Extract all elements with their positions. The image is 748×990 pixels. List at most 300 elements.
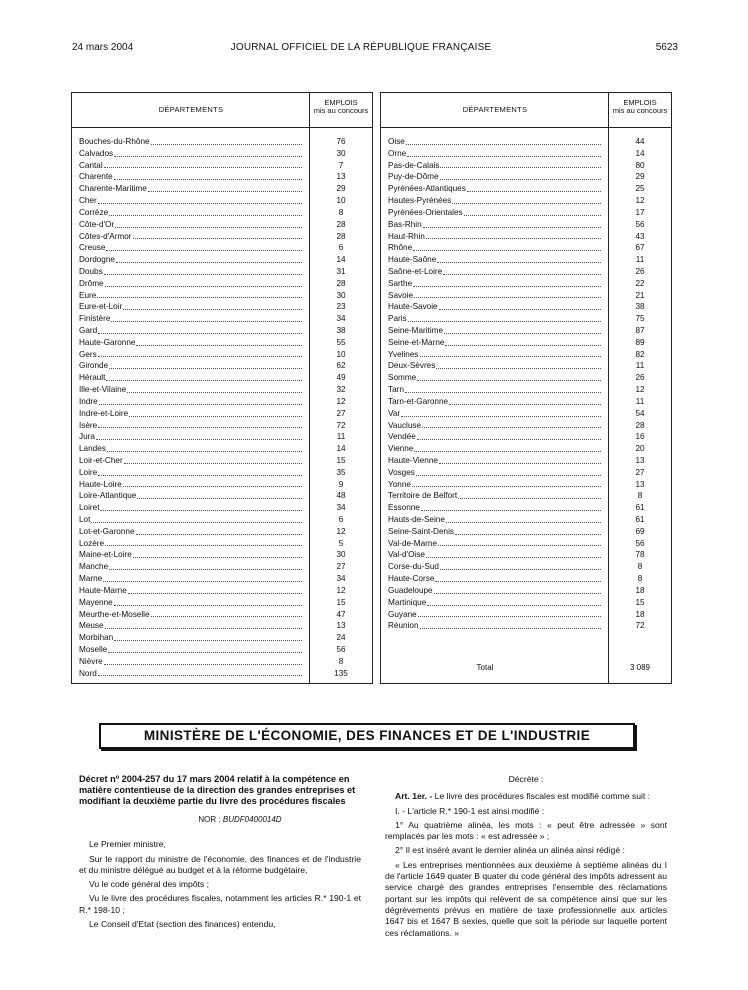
emplois-count: 24 (336, 633, 346, 643)
emplois-count: 29 (635, 172, 645, 182)
department-name-cell (72, 455, 310, 467)
table-row (381, 431, 671, 443)
emplois-count: 11 (336, 432, 346, 442)
department-name: Indre (79, 396, 98, 406)
emplois-count: 12 (336, 585, 346, 595)
emplois-count: 54 (635, 408, 645, 418)
emplois-count: 72 (336, 420, 346, 430)
table-row (381, 278, 671, 290)
department-name: Corse-du-Sud (388, 562, 439, 572)
table-row (72, 561, 372, 573)
table-row (381, 408, 671, 420)
department-name-cell (381, 160, 609, 172)
department-name: Seine-et-Marne (388, 337, 445, 347)
dot-leader (414, 290, 601, 299)
department-name: Vosges (388, 467, 415, 477)
dot-leader (420, 620, 602, 629)
department-name-cell (72, 266, 310, 278)
table-row (381, 585, 671, 597)
table-row (381, 148, 671, 160)
department-name-cell (381, 171, 609, 183)
emplois-header-line2: mis au concours (612, 106, 668, 115)
emplois-count: 16 (635, 432, 645, 442)
department-name-cell (381, 479, 609, 491)
department-name-cell (72, 219, 310, 231)
emplois-count: 28 (635, 420, 645, 430)
department-name-cell (72, 549, 310, 561)
dot-leader (98, 195, 302, 204)
department-name: Finistère (79, 314, 111, 324)
table-row (72, 266, 372, 278)
table-row (72, 171, 372, 183)
department-name-cell (381, 455, 609, 467)
dot-leader (426, 549, 601, 558)
dot-leader (417, 372, 601, 381)
department-name: Côtes-d'Armor (79, 231, 132, 241)
department-name: Somme (388, 373, 417, 383)
emplois-count: 9 (338, 479, 344, 489)
dot-leader (127, 384, 302, 393)
emplois-count: 55 (336, 337, 346, 347)
department-name-cell (72, 502, 310, 514)
dot-leader (114, 632, 302, 641)
table-row (72, 609, 372, 621)
dot-leader (151, 136, 302, 145)
table-row (72, 467, 372, 479)
department-name-cell (72, 490, 310, 502)
table-row (72, 443, 372, 455)
decret-preamble (79, 839, 361, 930)
department-name-cell (72, 538, 310, 550)
department-name: Haute-Loire (79, 479, 122, 489)
emplois-count: 80 (635, 160, 645, 170)
department-name: Vendée (388, 432, 416, 442)
department-name-cell (72, 136, 310, 148)
department-name-cell (72, 313, 310, 325)
paragraph: Vu le code général des impôts ; (89, 879, 210, 890)
dot-leader (109, 207, 302, 216)
paragraph: Sur le rapport du ministre de l'économie, des finances et de l'industrie et du ministre délégué au budget et à la réforme budgétaire, (79, 853, 361, 875)
emplois-count: 82 (635, 349, 645, 359)
emplois-count: 12 (336, 396, 346, 406)
dot-leader (407, 148, 601, 157)
department-name-cell (72, 656, 310, 668)
department-name-cell (381, 396, 609, 408)
table-row (72, 360, 372, 372)
paragraph: « Les entreprises mentionnées aux deuxième à septième alinéas du I de l'article 1649 quater B quater du code général des impôts adressent au service chargé des grandes entreprises l'ensemble des réclamations portant sur les impôts qui relèvent de sa compétence ainsi que sur les dégrèvements prévus en matière de taxe professionnelle aux articles 1647 bis et 1647 B sexies, quelle que soit la période sur laquelle portent ces réclamations. » (385, 859, 667, 938)
emplois-count: 13 (336, 172, 346, 182)
table-row (381, 266, 671, 278)
dot-leader (128, 585, 302, 594)
department-name: Deux-Sèvres (388, 361, 436, 371)
emplois-count: 15 (635, 597, 645, 607)
department-name-cell (381, 538, 609, 550)
department-name: Savoie (388, 290, 414, 300)
emplois-count: 18 (635, 609, 645, 619)
department-name: Orne (388, 148, 407, 158)
emplois-count: 56 (635, 538, 645, 548)
department-name-cell (72, 195, 310, 207)
department-name: Loir-et-Cher (79, 455, 123, 465)
emplois-count: 56 (635, 219, 645, 229)
department-name-cell (381, 148, 609, 160)
emplois-count: 30 (336, 148, 346, 158)
dot-leader (97, 290, 302, 299)
department-name-cell (72, 290, 310, 302)
table-row (381, 290, 671, 302)
department-name: Meurthe-et-Moselle (79, 609, 150, 619)
emplois-count: 18 (635, 585, 645, 595)
department-name: Drôme (79, 278, 104, 288)
emplois-count: 12 (635, 196, 645, 206)
dot-leader (418, 609, 601, 618)
department-name-cell (72, 526, 310, 538)
department-name-cell (381, 290, 609, 302)
department-name: Guyane (388, 609, 417, 619)
emplois-count: 12 (336, 526, 346, 536)
department-name-cell (72, 171, 310, 183)
department-name: Charente (79, 172, 113, 182)
table-row (72, 479, 372, 491)
dot-leader (109, 360, 302, 369)
emplois-count: 8 (338, 656, 344, 666)
department-name-cell (381, 384, 609, 396)
department-name: Marne (79, 574, 103, 584)
emplois-header-line1: EMPLOIS (324, 98, 358, 107)
department-name: Manche (79, 562, 109, 572)
department-name: Haute-Savoie (388, 302, 438, 312)
dot-leader (104, 656, 302, 665)
emplois-count: 75 (635, 314, 645, 324)
paragraph: Vu le livre des procédures fiscales, notamment les articles R.* 190-1 et R.* 198-10 ; (79, 893, 361, 915)
department-name-cell (72, 301, 310, 313)
department-name-cell (381, 431, 609, 443)
dot-leader (436, 360, 601, 369)
department-name-cell (381, 526, 609, 538)
emplois-count: 72 (635, 621, 645, 631)
table-row (381, 609, 671, 621)
nor-code: BUDF0400014D (222, 815, 282, 824)
department-name: Gers (79, 349, 97, 359)
emplois-count: 10 (336, 349, 346, 359)
dot-leader (413, 242, 601, 251)
table-row (72, 455, 372, 467)
department-name: Essonne (388, 503, 420, 513)
department-name-cell (72, 325, 310, 337)
emplois-count: 28 (336, 278, 346, 288)
emplois-count: 6 (338, 515, 344, 524)
department-name-cell (72, 668, 310, 680)
dot-leader (422, 420, 601, 429)
dot-leader (99, 396, 302, 405)
department-name: Seine-Saint-Denis (388, 526, 454, 536)
department-name-cell (381, 325, 609, 337)
table-row (381, 420, 671, 432)
dot-leader (467, 183, 601, 192)
department-name: Cantal (79, 160, 103, 170)
department-name: Eure (79, 290, 97, 300)
table-row (72, 325, 372, 337)
dot-leader (100, 502, 302, 511)
table-row (381, 195, 671, 207)
table-row (381, 301, 671, 313)
dot-leader (136, 526, 302, 535)
table-row (381, 514, 671, 526)
department-name: Réunion (388, 621, 419, 631)
dot-leader (114, 148, 302, 157)
emplois-count: 47 (336, 609, 346, 619)
emplois-header (310, 99, 372, 115)
emplois-count: 8 (637, 574, 643, 584)
emplois-count: 7 (338, 160, 344, 170)
emplois-count: 13 (635, 455, 645, 465)
table-row (72, 420, 372, 432)
emplois-count: 43 (635, 231, 645, 241)
dot-leader (103, 573, 302, 582)
table-row (381, 502, 671, 514)
department-name: Indre-et-Loire (79, 408, 129, 418)
department-name: Nièvre (79, 656, 103, 666)
department-name: Vienne (388, 444, 414, 454)
department-name-cell (72, 644, 310, 656)
department-name-cell (381, 443, 609, 455)
table-header (72, 93, 372, 128)
department-name-cell (72, 254, 310, 266)
dot-leader (420, 349, 602, 358)
department-name-cell (72, 372, 310, 384)
dot-leader (96, 431, 302, 440)
emplois-count: 23 (336, 302, 346, 312)
dot-leader (449, 396, 601, 405)
dot-leader (423, 219, 601, 228)
emplois-count: 38 (336, 326, 346, 335)
emplois-count: 28 (336, 231, 346, 241)
department-name: Paris (388, 314, 407, 324)
department-name: Haute-Corse (388, 574, 435, 584)
dot-leader (106, 242, 302, 251)
table-row (381, 526, 671, 538)
table-row (72, 313, 372, 325)
emplois-header-line1: EMPLOIS (623, 98, 657, 107)
department-name-cell (72, 479, 310, 491)
table-row (381, 597, 671, 609)
table-row (72, 160, 372, 172)
department-name-cell (72, 573, 310, 585)
department-name-cell (72, 431, 310, 443)
department-name: Martinique (388, 597, 427, 607)
dot-leader (116, 254, 302, 263)
department-name-cell (381, 242, 609, 254)
department-name-cell (381, 420, 609, 432)
table-row (381, 372, 671, 384)
department-name-cell (72, 420, 310, 432)
table-row (72, 538, 372, 550)
dot-leader (464, 207, 601, 216)
department-name: Saône-et-Loire (388, 266, 443, 276)
department-name: Doubs (79, 266, 103, 276)
table-row (381, 219, 671, 231)
paragraph: 1° Au quatrième alinéa, les mots : « peut être adressée » sont remplacés par les mots : « est adressée » ; (385, 819, 667, 842)
department-name: Yvelines (388, 349, 419, 359)
table-header (381, 93, 671, 128)
table-row (381, 490, 671, 502)
emplois-count: 27 (336, 408, 346, 418)
department-name: Nord (79, 668, 97, 678)
emplois-count: 8 (637, 562, 643, 572)
emplois-count: 11 (635, 255, 645, 265)
department-name: Loire-Atlantique (79, 491, 137, 501)
table-row (72, 408, 372, 420)
emplois-count: 69 (635, 526, 645, 536)
department-name: Puy-de-Dôme (388, 172, 439, 182)
department-name: Côte-d'Or (79, 219, 115, 229)
table-row (72, 148, 372, 160)
department-name-cell (72, 443, 310, 455)
table-row (72, 502, 372, 514)
emplois-count: 26 (635, 266, 645, 276)
dot-leader (435, 573, 601, 582)
dot-leader (427, 597, 601, 606)
dot-leader (426, 231, 601, 240)
department-name-cell (72, 620, 310, 632)
total-label: Total (476, 663, 494, 672)
table-row (381, 171, 671, 183)
dot-leader (105, 620, 302, 629)
paragraph: I. - L'article R.* 190-1 est ainsi modifié : (395, 805, 545, 816)
department-name: Seine-Maritime (388, 326, 444, 335)
dot-leader (137, 490, 302, 499)
emplois-count: 17 (635, 207, 645, 217)
department-name: Pyrénées-Orientales (388, 207, 463, 217)
department-name-cell (72, 207, 310, 219)
emplois-count: 34 (336, 503, 346, 513)
department-name: Haut-Rhin (388, 231, 425, 241)
journal-title: JOURNAL OFFICIEL DE LA RÉPUBLIQUE FRANÇAISE (230, 42, 492, 53)
department-name: Val-d'Oise (388, 550, 425, 560)
table-row (381, 349, 671, 361)
table-row (72, 349, 372, 361)
article-1-text: Le livre des procédures fiscales est modifié comme suit : (434, 791, 651, 802)
dot-leader (98, 467, 302, 476)
table-row (381, 325, 671, 337)
dot-leader (109, 561, 302, 570)
department-name-cell (381, 585, 609, 597)
article-1 (385, 791, 667, 802)
department-name-cell (72, 148, 310, 160)
table-row (381, 337, 671, 349)
emplois-count: 30 (336, 550, 346, 560)
emplois-count: 34 (336, 314, 346, 324)
department-name-cell (381, 337, 609, 349)
nor-reference (119, 814, 361, 825)
table-row (72, 219, 372, 231)
emplois-count: 28 (336, 219, 346, 229)
department-name: Pyrénées-Atlantiques (388, 184, 466, 194)
department-name-cell (381, 549, 609, 561)
dot-leader (414, 443, 601, 452)
header-date: 24 mars 2004 (72, 42, 134, 53)
dot-leader (136, 337, 302, 346)
table-row (381, 136, 671, 148)
department-name: Hautes-Pyrénées (388, 196, 452, 206)
table-row (381, 160, 671, 172)
department-name-cell (381, 502, 609, 514)
emplois-count: 22 (635, 278, 645, 288)
department-name: Maine-et-Loire (79, 550, 132, 560)
department-name: Territoire de Belfort (388, 491, 458, 501)
table-row (381, 620, 671, 632)
department-name-cell (72, 349, 310, 361)
emplois-count: 61 (635, 515, 645, 524)
table-row (381, 231, 671, 243)
dot-leader (104, 266, 302, 275)
emplois-count: 14 (635, 148, 645, 158)
table-body (381, 128, 671, 632)
department-name-cell (72, 632, 310, 644)
table-row (72, 396, 372, 408)
table-row (72, 231, 372, 243)
department-name-cell (381, 408, 609, 420)
department-name-cell (381, 349, 609, 361)
dot-leader (455, 526, 601, 535)
dot-leader (151, 609, 302, 618)
emplois-count: 11 (635, 361, 645, 371)
department-name-cell (381, 231, 609, 243)
department-name: Val-de-Marne (388, 538, 437, 548)
emplois-count: 5 (338, 538, 344, 548)
emplois-count: 87 (635, 326, 645, 335)
dot-leader (440, 160, 601, 169)
department-name: Haute-Garonne (79, 337, 136, 347)
department-name: Lot-et-Garonne (79, 526, 135, 536)
department-name: Jura (79, 432, 95, 442)
table-row (381, 455, 671, 467)
department-name-cell (72, 597, 310, 609)
table-row (72, 526, 372, 538)
dot-leader (124, 455, 302, 464)
department-name: Morbihan (79, 633, 114, 643)
dot-leader (115, 219, 302, 228)
department-name-cell (72, 160, 310, 172)
department-name-cell (72, 561, 310, 573)
department-name-cell (72, 467, 310, 479)
table-row (72, 136, 372, 148)
decrete-heading: Décrète : (508, 774, 544, 784)
emplois-count: 35 (336, 467, 346, 477)
dot-leader (107, 443, 302, 452)
table-row (381, 384, 671, 396)
department-name-cell (381, 136, 609, 148)
dot-leader (408, 313, 601, 322)
table-row (72, 195, 372, 207)
emplois-count: 32 (336, 385, 346, 395)
emplois-count: 8 (637, 491, 643, 501)
dot-leader (444, 325, 601, 334)
table-row (381, 242, 671, 254)
dot-leader (91, 514, 302, 523)
department-name-cell (72, 609, 310, 621)
dot-leader (129, 408, 302, 417)
department-name: Ille-et-Vilaine (79, 385, 127, 395)
dot-leader (123, 301, 302, 310)
table-row (72, 597, 372, 609)
emplois-count: 25 (635, 184, 645, 194)
page-number: 5623 (655, 42, 678, 53)
emplois-count: 12 (635, 385, 645, 395)
dot-leader (421, 502, 601, 511)
department-name: Dordogne (79, 255, 115, 265)
emplois-count: 67 (635, 243, 645, 253)
